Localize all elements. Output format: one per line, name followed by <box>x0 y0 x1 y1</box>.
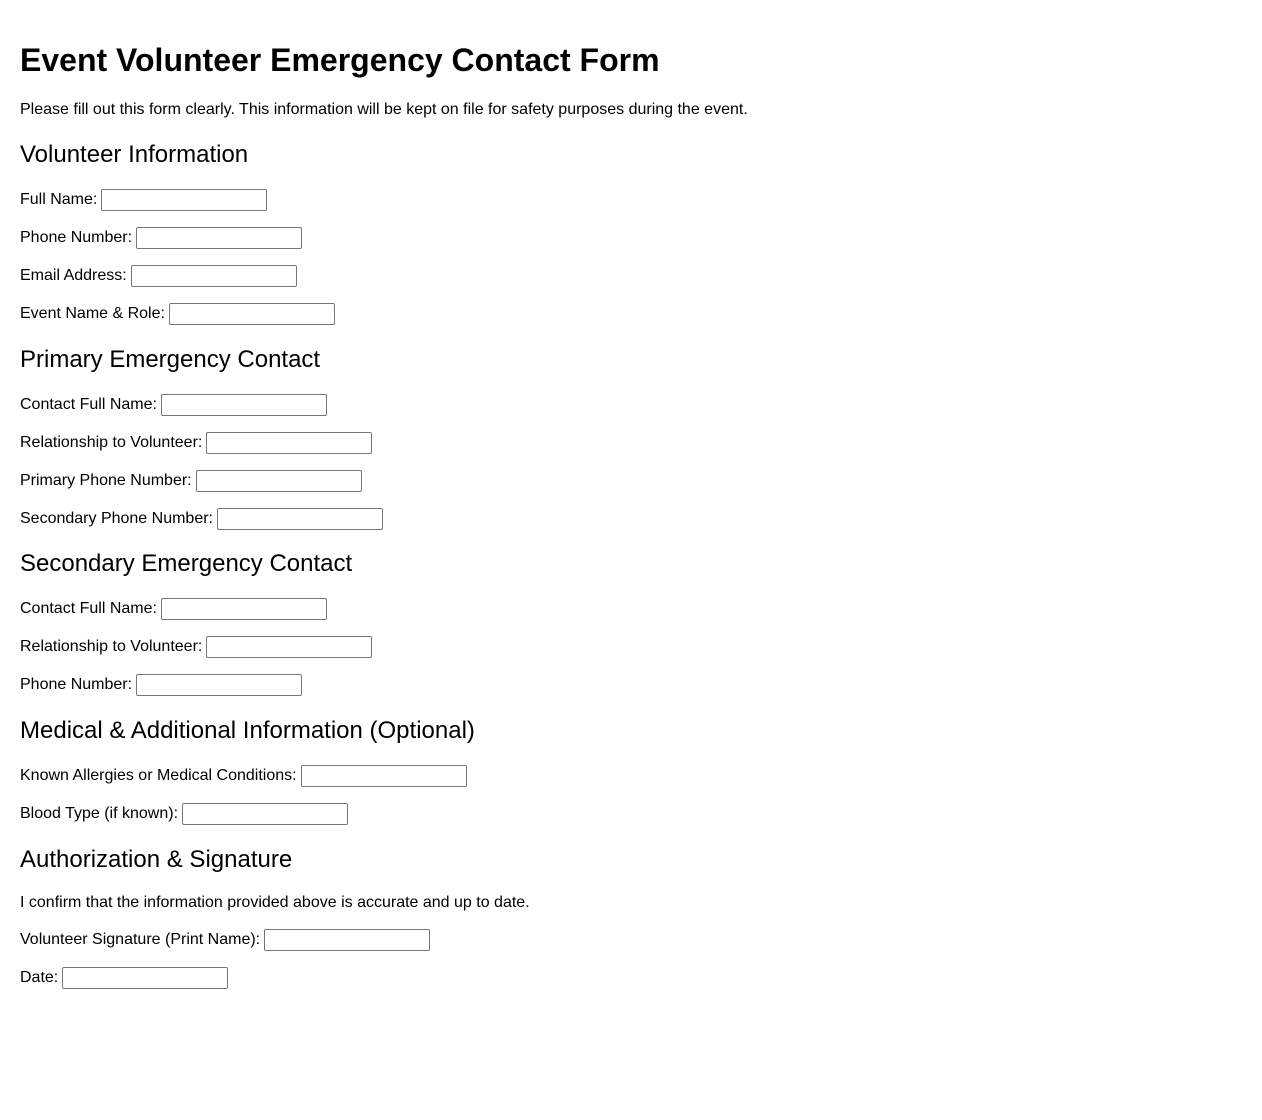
secondary-relationship-label: Relationship to Volunteer: <box>20 638 203 655</box>
allergies-input[interactable] <box>301 765 467 787</box>
secondary-relationship-input[interactable] <box>206 636 372 658</box>
field-row-primary-contact-full-name <box>20 393 327 417</box>
secondary-contact-full-name-input[interactable] <box>161 598 327 620</box>
field-row-primary-relationship <box>20 431 372 455</box>
section-heading-volunteer-information: Volunteer Information <box>20 141 249 168</box>
field-row-blood-type <box>20 802 348 826</box>
form-intro: Please fill out this form clearly. This information will be kept on file for safety purposes during the event. <box>20 101 748 118</box>
field-row-email-address <box>20 264 297 288</box>
primary-phone-number-input[interactable] <box>196 470 362 492</box>
event-name-role-input[interactable] <box>169 303 335 325</box>
primary-relationship-input[interactable] <box>206 432 372 454</box>
email-address-label: Email Address: <box>20 267 127 284</box>
field-row-allergies <box>20 764 467 788</box>
field-row-secondary-contact-full-name <box>20 597 327 621</box>
section-heading-secondary-emergency-contact: Secondary Emergency Contact <box>20 550 353 577</box>
primary-relationship-label: Relationship to Volunteer: <box>20 434 203 451</box>
signature-input[interactable] <box>264 929 430 951</box>
secondary-phone-number-input[interactable] <box>217 508 383 530</box>
date-input[interactable] <box>62 967 228 989</box>
phone-number-label: Phone Number: <box>20 229 133 246</box>
secondary-contact-phone-label: Phone Number: <box>20 676 133 693</box>
field-row-phone-number <box>20 226 302 250</box>
secondary-phone-number-label: Secondary Phone Number: <box>20 510 213 527</box>
date-label: Date: <box>20 969 59 986</box>
blood-type-label: Blood Type (if known): <box>20 805 179 822</box>
full-name-input[interactable] <box>101 189 267 211</box>
allergies-label: Known Allergies or Medical Conditions: <box>20 767 297 784</box>
primary-contact-full-name-input[interactable] <box>161 394 327 416</box>
section-heading-authorization: Authorization & Signature <box>20 846 293 873</box>
signature-label: Volunteer Signature (Print Name): <box>20 931 261 948</box>
authorization-statement: I confirm that the information provided above is accurate and up to date. <box>20 894 530 911</box>
primary-contact-full-name-label: Contact Full Name: <box>20 396 157 413</box>
full-name-label: Full Name: <box>20 191 98 208</box>
blood-type-input[interactable] <box>182 803 348 825</box>
secondary-contact-phone-input[interactable] <box>136 674 302 696</box>
field-row-full-name <box>20 188 267 212</box>
field-row-event-name-role <box>20 302 335 326</box>
field-row-secondary-phone-number <box>20 507 383 531</box>
primary-phone-number-label: Primary Phone Number: <box>20 472 192 489</box>
field-row-date <box>20 966 228 990</box>
field-row-secondary-contact-phone <box>20 673 302 697</box>
event-name-role-label: Event Name & Role: <box>20 305 165 322</box>
field-row-primary-phone-number <box>20 469 362 493</box>
phone-number-input[interactable] <box>136 227 302 249</box>
page-title: Event Volunteer Emergency Contact Form <box>20 42 660 78</box>
field-row-signature <box>20 928 430 952</box>
field-row-secondary-relationship <box>20 635 372 659</box>
section-heading-primary-emergency-contact: Primary Emergency Contact <box>20 346 321 373</box>
section-heading-medical-information: Medical & Additional Information (Optional) <box>20 717 475 744</box>
secondary-contact-full-name-label: Contact Full Name: <box>20 600 157 617</box>
email-address-input[interactable] <box>131 265 297 287</box>
